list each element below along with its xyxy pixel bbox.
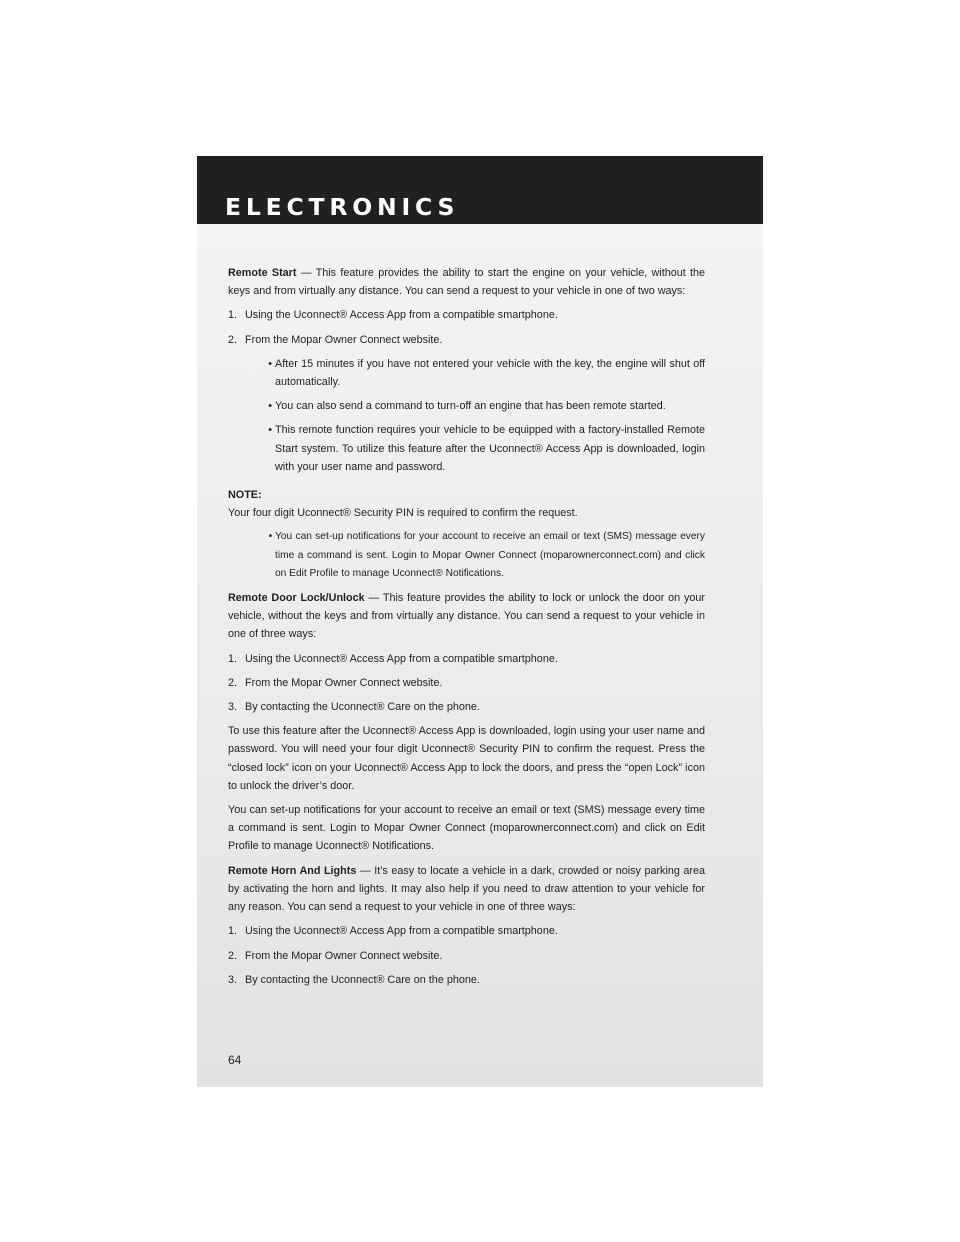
list-item: 3. By contacting the Uconnect® Care on the phone.: [228, 701, 480, 714]
remote-start-intro: [228, 264, 705, 300]
bullet-glyph: •: [268, 424, 275, 437]
bullet-glyph: •: [268, 357, 275, 370]
list-item: 2. From the Mopar Owner Connect website.: [228, 333, 443, 346]
list-item: 1. Using the Uconnect® Access App from a compatible smartphone.: [228, 652, 558, 665]
section-header-band: [197, 156, 763, 224]
section-title: ELECTRONICS: [225, 193, 460, 221]
page-content: [228, 264, 705, 995]
remote-door-intro: [228, 589, 705, 644]
page-number: 64: [228, 1053, 242, 1067]
list-item: 3. By contacting the Uconnect® Care on the phone.: [228, 973, 480, 986]
note-label: NOTE:: [228, 489, 262, 502]
remote-horn-text: — It’s easy to locate a vehicle in a dark, crowded or noisy parking area by activating the horn and lights. It may also help if you need to draw attention to your vehicle for any reason. You can send a request to your vehicle in one of three ways:: [228, 864, 705, 914]
bullet-glyph: •: [268, 400, 275, 413]
remote-door-heading: Remote Door Lock/Unlock: [228, 592, 365, 605]
bullet-item: • You can set-up notifications for your account to receive an email or text (SMS) message every time a command is sent. Login to Mopar Owner Connect (moparownerconnect.com) and click on Edit Profile to manage Uconnect® Notifications.: [251, 528, 705, 583]
bullet-item: • This remote function requires your vehicle to be equipped with a factory-installed Remote Start system. To utilize this feature after the Uconnect® Access App is downloaded, login with your user name and password.: [251, 421, 705, 476]
remote-door-notifications: You can set-up notifications for your account to receive an email or text (SMS) message every time a command is sent. Login to Mopar Owner Connect (moparownerconnect.com) and click on Edit Profile to manage Uconnect® Notifications.: [228, 804, 705, 853]
bullet-glyph: •: [268, 531, 275, 543]
remote-horn-intro: [228, 862, 705, 917]
list-item: 1. Using the Uconnect® Access App from a compatible smartphone.: [228, 925, 558, 938]
remote-door-paragraph: To use this feature after the Uconnect® Access App is downloaded, login using your user name and password. You will need your four digit Uconnect® Security PIN to confirm the request. Press the “closed lock” icon on your Uconnect® Access App to lock the doors, and press the “open Lock” icon to unlock the driver’s door.: [228, 725, 705, 792]
list-item: 2. From the Mopar Owner Connect website.: [228, 676, 443, 689]
manual-page: [197, 156, 763, 1087]
remote-start-text: — This feature provides the ability to start the engine on your vehicle, without the keys and from virtually any distance. You can send a request to your vehicle in one of two ways:: [228, 267, 705, 298]
list-item: 1. Using the Uconnect® Access App from a compatible smartphone.: [228, 309, 558, 322]
bullet-item: • After 15 minutes if you have not entered your vehicle with the key, the engine will shut off automatically.: [251, 355, 705, 391]
list-item: 2. From the Mopar Owner Connect website.: [228, 949, 443, 962]
remote-start-heading: Remote Start: [228, 267, 297, 279]
note-text: Your four digit Uconnect® Security PIN is required to confirm the request.: [228, 507, 578, 520]
remote-door-text: — This feature provides the ability to lock or unlock the door on your vehicle, without the keys and from virtually any distance. You can send a request to your vehicle in one of three ways:: [228, 592, 705, 641]
remote-horn-heading: Remote Horn And Lights: [228, 864, 357, 877]
bullet-item: • You can also send a command to turn-off an engine that has been remote started.: [251, 397, 705, 415]
